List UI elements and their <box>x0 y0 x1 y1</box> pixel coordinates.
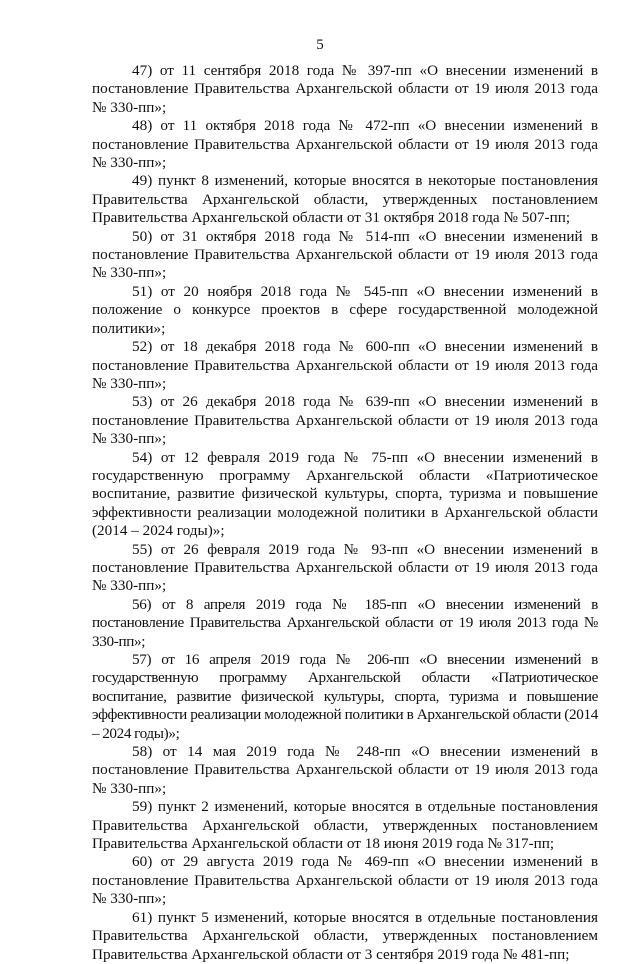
list-item-59: 59) пункт 2 изменений, которые вносятся в отдельные постановления Правительства Архангельской области, утвержденных постановлением Правительства Архангельской области от 18 июня 2019 года № 317-пп; <box>92 798 598 853</box>
list-item-52: 52) от 18 декабря 2018 года № 600-пп «О внесении изменений в постановление Правительства Архангельской области от 19 июля 2013 года № 330-пп»; <box>92 338 598 392</box>
list-item-60: 60) от 29 августа 2019 года № 469-пп «О внесении изменений в постановление Правительства Архангельской области от 19 июля 2013 года № 330-пп»; <box>92 853 598 908</box>
list-item-48: 48) от 11 октября 2018 года № 472-пп «О внесении изменений в постановление Правительства Архангельской области от 19 июля 2013 года № 330-пп»; <box>92 117 598 172</box>
list-item-56: 56) от 8 апреля 2019 года № 185-пп «О внесении изменений в постановление Правительства Архангельской области от 19 июля 2013 года № 330-пп»; <box>92 595 598 650</box>
document-body <box>92 62 598 964</box>
list-item-54: 54) от 12 февраля 2019 года № 75-пп «О внесении изменений в государственную программу Архангельской области «Патриотическое воспитание, развитие физической культуры, спорта, туризма и повышение эффективности реализации молодежной политики в Архангельской области (2014 – 2024 годы)»; <box>92 448 598 540</box>
list-item-50: 50) от 31 октября 2018 года № 514-пп «О внесении изменений в постановление Правительства Архангельской области от 19 июля 2013 года № 330-пп»; <box>92 227 598 282</box>
list-item-57: 57) от 16 апреля 2019 года № 206-пп «О внесении изменений в государственную программу Архангельской области «Патриотическое воспитание, развитие физической культуры, спорта, туризма и повышение эффективности реализации молодежной политики в Архангельской области (2014 – 2024 годы)»; <box>92 651 598 742</box>
list-item-47: 47) от 11 сентября 2018 года № 397-пп «О внесении изменений в постановление Правительства Архангельской области от 19 июля 2013 года № 330-пп»; <box>92 62 598 116</box>
list-item-51: 51) от 20 ноября 2018 года № 545-пп «О внесении изменений в положение о конкурсе проектов в сфере государственной молодежной политики»; <box>92 282 598 337</box>
list-item-53: 53) от 26 декабря 2018 года № 639-пп «О внесении изменений в постановление Правительства Архангельской области от 19 июля 2013 года № 330-пп»; <box>92 393 598 448</box>
list-item-55: 55) от 26 февраля 2019 года № 93-пп «О внесении изменений в постановление Правительства Архангельской области от 19 июля 2013 года № 330-пп»; <box>92 540 598 595</box>
list-item-58: 58) от 14 мая 2019 года № 248-пп «О внесении изменений в постановление Правительства Архангельской области от 19 июля 2013 года № 330-пп»; <box>92 743 598 797</box>
list-item-61: 61) пункт 5 изменений, которые вносятся в отдельные постановления Правительства Архангельской области, утвержденных постановлением Правительства Архангельской области от 3 сентября 2019 года № 481-пп; <box>92 908 598 963</box>
list-item-49: 49) пункт 8 изменений, которые вносятся в некоторые постановления Правительства Архангельской области, утвержденных постановлением Правительства Архангельской области от 31 октября 2018 года № 507-пп; <box>92 172 598 227</box>
page-number: 5 <box>316 37 324 53</box>
